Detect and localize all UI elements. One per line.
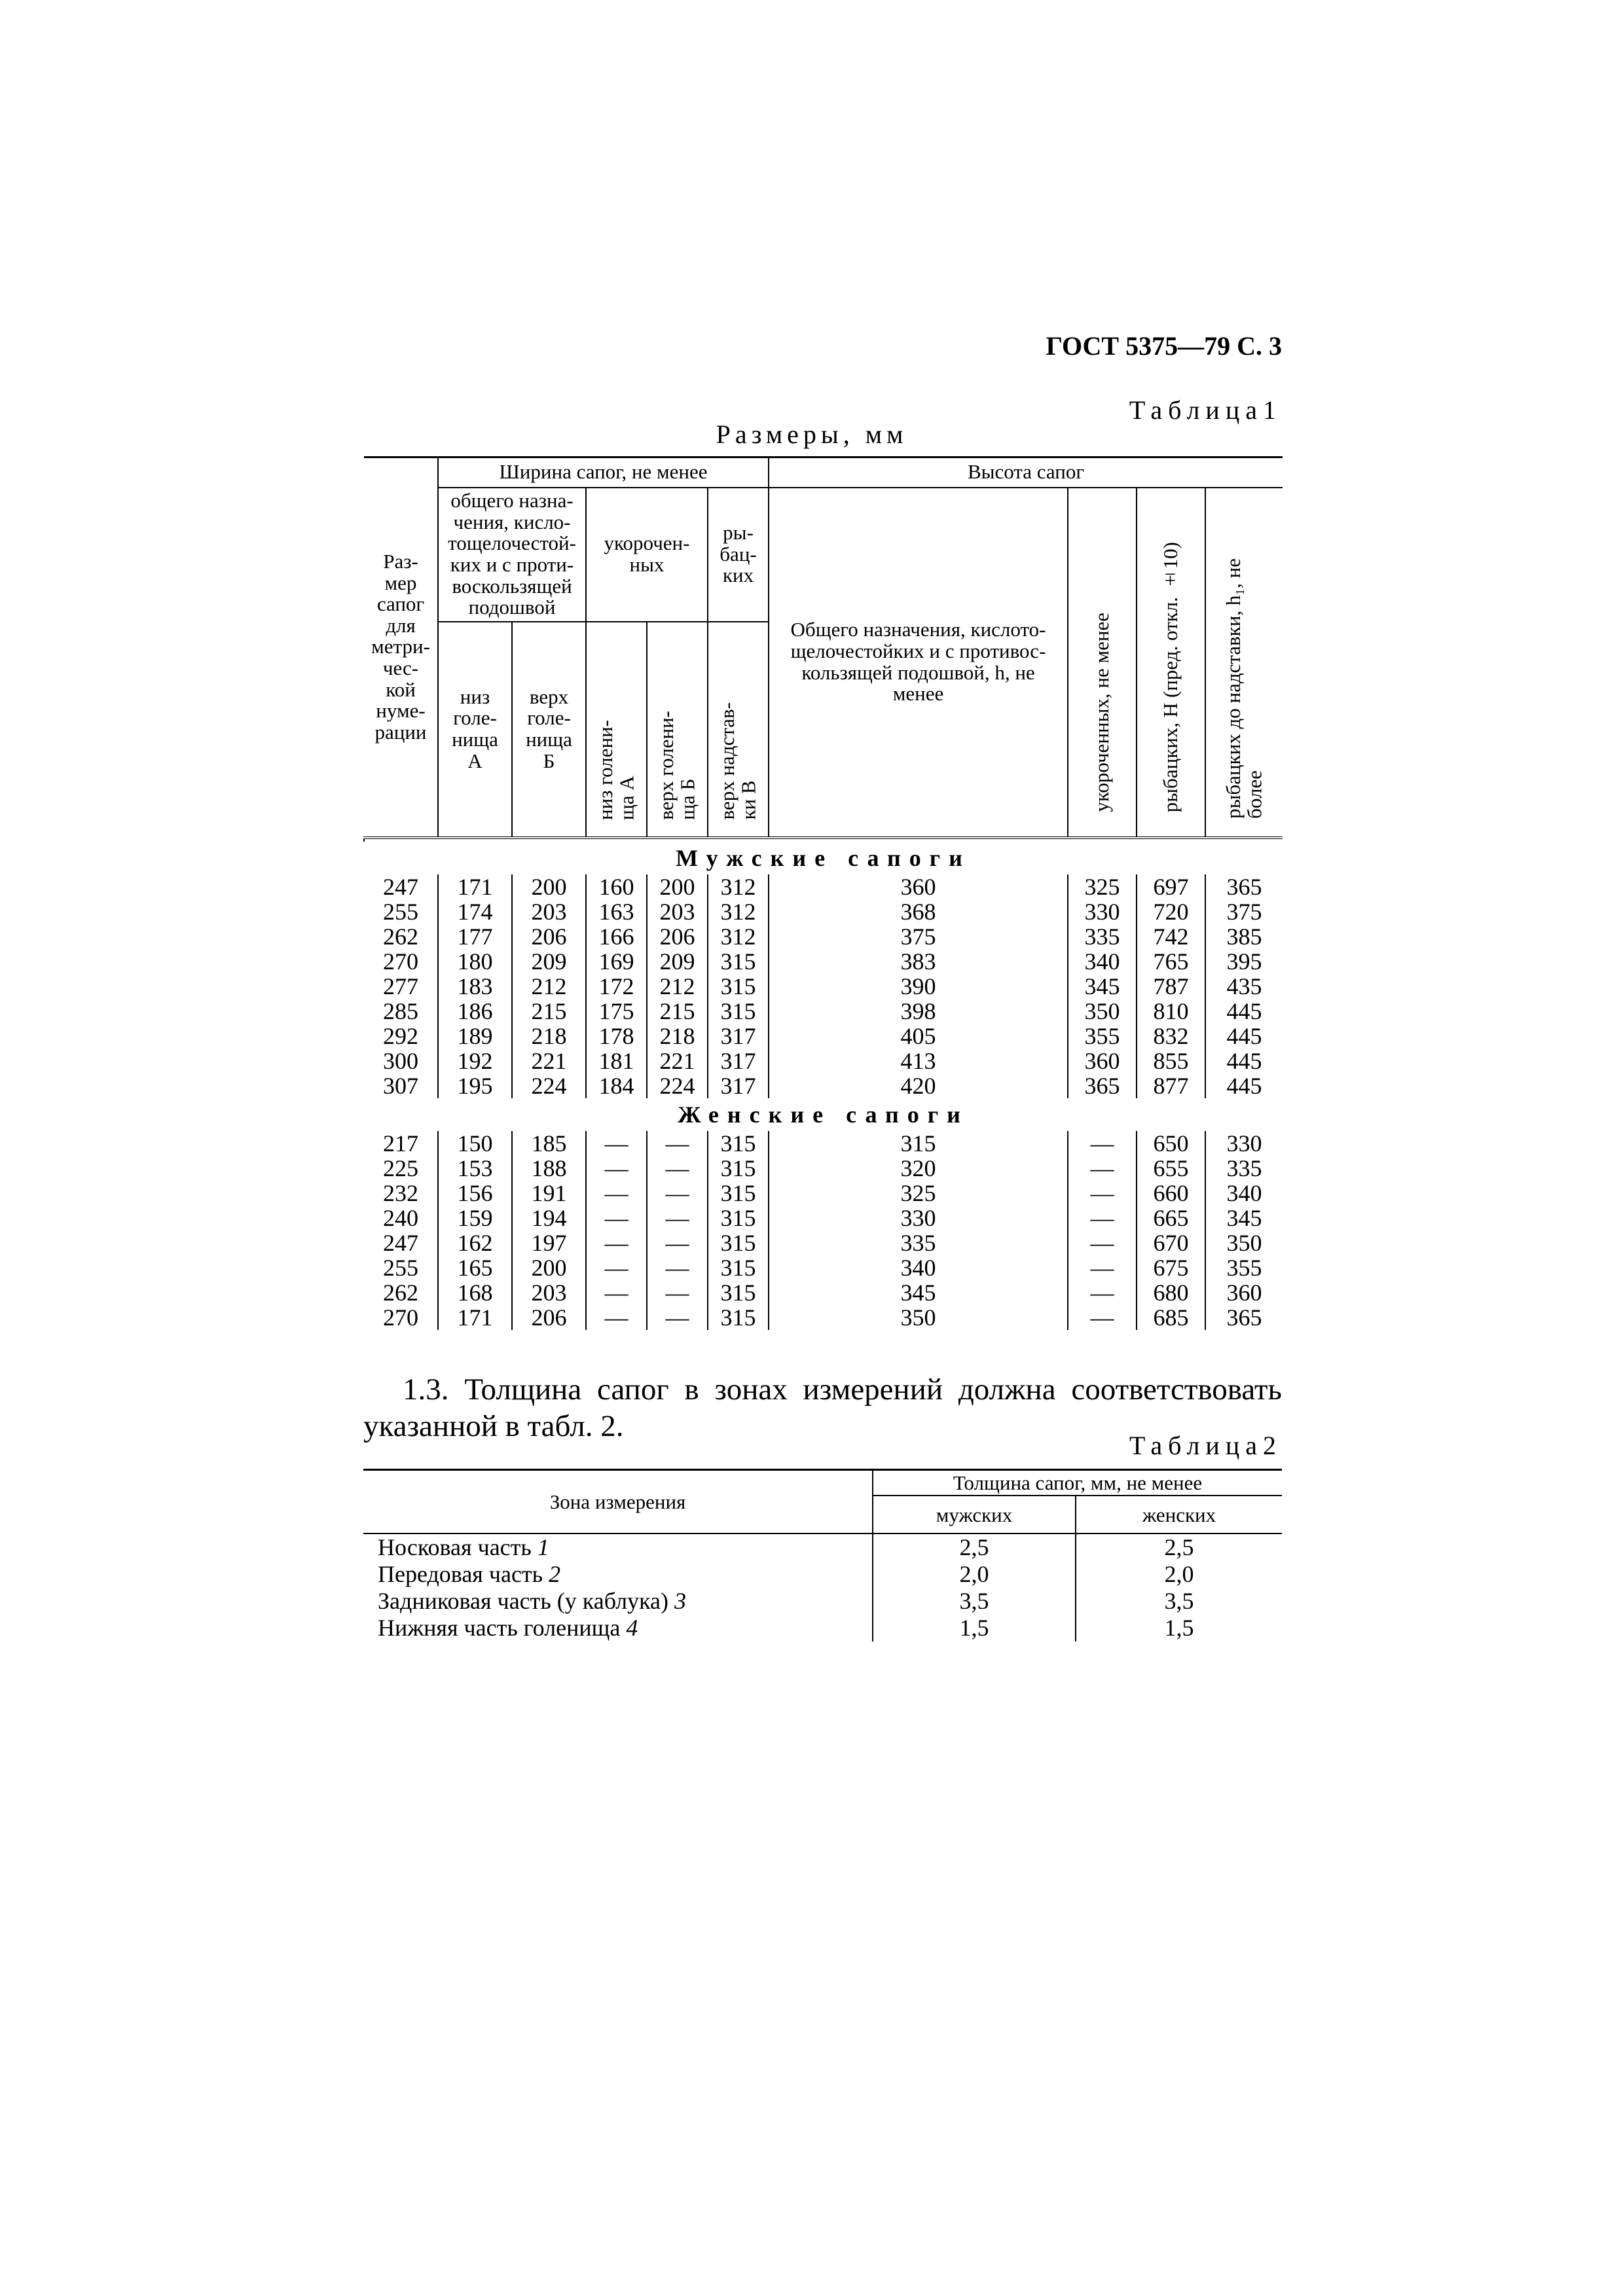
table-cell: 720 [1137, 899, 1205, 924]
table-cell: 375 [769, 924, 1068, 949]
table-cell: 365 [1205, 1305, 1283, 1330]
header-short-width: укорочен- ных [586, 488, 708, 622]
header-height-fish-ext: рыбацких до надставки, h₁, не более [1205, 488, 1283, 838]
table2 [363, 1469, 1282, 1641]
table-cell: 315 [708, 999, 769, 1024]
table-row [364, 1049, 1283, 1073]
table-cell: 159 [438, 1206, 512, 1230]
table1-caption: Таблица1 [1129, 395, 1282, 425]
table-cell: 345 [769, 1280, 1068, 1305]
table-cell: 262 [383, 1279, 418, 1306]
table-cell: 315 [769, 1131, 1068, 1156]
table-cell: — [586, 1156, 647, 1181]
table-row [364, 999, 1283, 1024]
header-height-group: Высота сапог [769, 457, 1283, 488]
table-cell: 320 [769, 1156, 1068, 1181]
table-cell: 192 [438, 1049, 512, 1073]
table-cell: 340 [769, 1255, 1068, 1280]
header-short-b: верх голени- ща Б [647, 622, 708, 838]
table-cell: 742 [1137, 924, 1205, 949]
table-cell: 360 [1205, 1280, 1283, 1305]
table-cell: 166 [586, 924, 647, 949]
table-cell: 270 [383, 948, 418, 975]
zone-cell [363, 1588, 873, 1615]
thickness-women: 1,5 [1076, 1615, 1282, 1641]
header-height-fish: рыбацких, Н (пред. откл. ±10) [1137, 488, 1205, 838]
header-short-a: низ голени- ща А [586, 622, 647, 838]
table-cell: 185 [512, 1131, 586, 1156]
table-cell: — [647, 1181, 708, 1206]
table-cell: 180 [438, 949, 512, 974]
table-cell: 325 [1068, 874, 1137, 899]
thickness-men: 2,5 [873, 1534, 1076, 1561]
table-cell: 247 [383, 873, 418, 900]
table-cell: — [1068, 1156, 1137, 1181]
table-cell: 330 [1068, 899, 1137, 924]
table-cell: 832 [1137, 1024, 1205, 1049]
table-cell: 335 [769, 1230, 1068, 1255]
table-cell: 315 [708, 1280, 769, 1305]
table-row [363, 1534, 1282, 1561]
header-men: мужских [873, 1496, 1076, 1534]
table-cell: 810 [1137, 999, 1205, 1024]
table-cell: 232 [383, 1179, 418, 1206]
table-cell: 420 [769, 1073, 1068, 1098]
table-row [364, 1024, 1283, 1049]
table-row [364, 1280, 1283, 1305]
zone-number: 3 [674, 1588, 687, 1615]
table-cell: 255 [383, 898, 418, 925]
table-cell: — [586, 1206, 647, 1230]
table-cell: 330 [1205, 1131, 1283, 1156]
header-height-short: укороченных, не менее [1068, 488, 1137, 838]
table-cell: 315 [708, 1181, 769, 1206]
zone-number: 4 [626, 1615, 638, 1641]
table-cell: 206 [647, 924, 708, 949]
table-cell: 340 [1068, 949, 1137, 974]
zone-number: 1 [537, 1534, 549, 1561]
table-cell: 655 [1137, 1156, 1205, 1181]
table-cell: 203 [512, 1280, 586, 1305]
table-cell: 375 [1205, 899, 1283, 924]
thickness-women: 2,0 [1076, 1561, 1282, 1588]
table-cell: 285 [383, 997, 418, 1024]
thickness-women: 2,5 [1076, 1534, 1282, 1561]
table-cell: — [647, 1280, 708, 1305]
table-row [363, 1588, 1282, 1615]
table1-units: Размеры, мм [716, 420, 908, 449]
table-cell: 368 [769, 899, 1068, 924]
table-cell: 240 [383, 1204, 418, 1231]
table-cell: 675 [1137, 1255, 1205, 1280]
table-cell: 224 [647, 1073, 708, 1098]
table-cell: 162 [438, 1230, 512, 1255]
table-cell: 390 [769, 974, 1068, 999]
table-cell: 172 [586, 974, 647, 999]
header-zone: Зона измерения [363, 1470, 873, 1534]
table-cell: 340 [1205, 1181, 1283, 1206]
thickness-men: 1,5 [873, 1615, 1076, 1641]
table-cell: 270 [383, 1304, 418, 1331]
table-cell: — [1068, 1230, 1137, 1255]
table-cell: — [1068, 1181, 1137, 1206]
table-cell: 247 [383, 1229, 418, 1256]
table-cell: 350 [769, 1305, 1068, 1330]
table-cell: 169 [586, 949, 647, 974]
table-cell: 312 [708, 924, 769, 949]
table-cell: 203 [647, 899, 708, 924]
table-cell: 665 [1137, 1206, 1205, 1230]
zone-number: 2 [549, 1561, 561, 1588]
table-cell: — [586, 1230, 647, 1255]
table-cell: — [1068, 1131, 1137, 1156]
table-cell: 445 [1205, 1049, 1283, 1073]
table-cell: 209 [512, 949, 586, 974]
table-cell: 188 [512, 1156, 586, 1181]
table-cell: 221 [512, 1049, 586, 1073]
header-low-a: низ голе- нища А [438, 622, 512, 838]
table-row [364, 1073, 1283, 1098]
table-cell: 697 [1137, 874, 1205, 899]
table-cell: 300 [383, 1047, 418, 1074]
table-cell: 217 [383, 1130, 418, 1157]
table-row [363, 1561, 1282, 1588]
table-cell: — [1068, 1255, 1137, 1280]
table-cell: 355 [1068, 1024, 1137, 1049]
table-cell: 255 [383, 1254, 418, 1281]
section-men: Мужские сапоги [676, 844, 971, 871]
table-cell: 877 [1137, 1073, 1205, 1098]
zone-cell [363, 1615, 873, 1641]
table-cell: 206 [512, 1305, 586, 1330]
header-fish-v: верх надстав- ки В [708, 622, 769, 838]
table-cell: — [586, 1181, 647, 1206]
paragraph-1-3: 1.3. Толщина сапог в зонах измерений должна соответствовать указанной в табл. 2. [363, 1372, 1282, 1443]
table-cell: 189 [438, 1024, 512, 1049]
page-header: ГОСТ 5375—79 С. 3 [1046, 331, 1282, 361]
table-cell: 183 [438, 974, 512, 999]
table-cell: 435 [1205, 974, 1283, 999]
table-cell: 200 [512, 874, 586, 899]
table-row [364, 1255, 1283, 1280]
table-cell: 153 [438, 1156, 512, 1181]
table-cell: 165 [438, 1255, 512, 1280]
table-cell: 335 [1068, 924, 1137, 949]
table-cell: 195 [438, 1073, 512, 1098]
table-cell: 330 [769, 1206, 1068, 1230]
zone-cell [363, 1534, 873, 1561]
table-row [364, 1305, 1283, 1330]
table-cell: 315 [708, 1131, 769, 1156]
table-cell: 765 [1137, 949, 1205, 974]
table-cell: — [1068, 1280, 1137, 1305]
table-cell: 360 [1068, 1049, 1137, 1073]
table-cell: 225 [383, 1155, 418, 1181]
table-row [364, 1156, 1283, 1181]
header-fish-width: ры- бац- ких [708, 488, 769, 622]
table-cell: 209 [647, 949, 708, 974]
table-cell: 221 [647, 1049, 708, 1073]
table-cell: 405 [769, 1024, 1068, 1049]
zone-label: Носковая часть [378, 1534, 532, 1561]
table-cell: 186 [438, 999, 512, 1024]
table-cell: 855 [1137, 1049, 1205, 1073]
header-width-group: Ширина сапог, не менее [438, 457, 769, 488]
section-women: Женские сапоги [678, 1101, 969, 1128]
table-cell: 395 [1205, 949, 1283, 974]
table-cell: 312 [708, 899, 769, 924]
table-cell: 177 [438, 924, 512, 949]
table-row [364, 1181, 1283, 1206]
table-cell: 315 [708, 1206, 769, 1230]
thickness-men: 2,0 [873, 1561, 1076, 1588]
table-cell: 317 [708, 1024, 769, 1049]
table-cell: 160 [586, 874, 647, 899]
table-cell: 307 [383, 1072, 418, 1099]
table-cell: — [1068, 1305, 1137, 1330]
table-cell: — [647, 1230, 708, 1255]
table-cell: 315 [708, 949, 769, 974]
table-cell: 171 [438, 874, 512, 899]
table-cell: 680 [1137, 1280, 1205, 1305]
header-women: женских [1076, 1496, 1282, 1534]
table-cell: — [647, 1156, 708, 1181]
table-cell: — [586, 1255, 647, 1280]
table-cell: 203 [512, 899, 586, 924]
table-cell: 163 [586, 899, 647, 924]
table-cell: 385 [1205, 924, 1283, 949]
table-cell: 325 [769, 1181, 1068, 1206]
table-cell: 317 [708, 1073, 769, 1098]
table-cell: — [647, 1255, 708, 1280]
table-cell: 277 [383, 973, 418, 999]
header-height-general: Общего назначения, кислото- щелочестойких и с противос- кользящей подошвой, h, не менее [769, 488, 1068, 838]
table-cell: 156 [438, 1181, 512, 1206]
table-cell: — [586, 1131, 647, 1156]
table-cell: 685 [1137, 1305, 1205, 1330]
table-cell: 191 [512, 1181, 586, 1206]
table-cell: — [1068, 1206, 1137, 1230]
table-cell: 670 [1137, 1230, 1205, 1255]
table-cell: — [647, 1206, 708, 1230]
table-cell: 315 [708, 1305, 769, 1330]
table-cell: 168 [438, 1280, 512, 1305]
table-cell: — [586, 1305, 647, 1330]
table-cell: 315 [708, 1156, 769, 1181]
table1 [363, 456, 1283, 1330]
table-cell: 206 [512, 924, 586, 949]
table-cell: 292 [383, 1022, 418, 1049]
header-top-b: верх голе- нища Б [512, 622, 586, 838]
table-cell: 398 [769, 999, 1068, 1024]
table-cell: 178 [586, 1024, 647, 1049]
table-cell: 218 [512, 1024, 586, 1049]
table-cell: 350 [1205, 1230, 1283, 1255]
table-cell: 312 [708, 874, 769, 899]
table-cell: 365 [1068, 1073, 1137, 1098]
zone-label: Передовая часть [378, 1561, 543, 1588]
table-cell: 315 [708, 974, 769, 999]
thickness-women: 3,5 [1076, 1588, 1282, 1615]
header-general-width: общего назна- чения, кисло- тощелочестой- ких и с проти- воскользящей подошвой [438, 488, 586, 622]
table-cell: 445 [1205, 1024, 1283, 1049]
table-cell: 181 [586, 1049, 647, 1073]
table-cell: 383 [769, 949, 1068, 974]
zone-label: Задниковая часть (у каблука) [378, 1588, 669, 1615]
table-cell: 413 [769, 1049, 1068, 1073]
zone-cell [363, 1561, 873, 1588]
table-cell: 350 [1068, 999, 1137, 1024]
table-cell: 317 [708, 1049, 769, 1073]
table-cell: 345 [1068, 974, 1137, 999]
table-row [364, 924, 1283, 949]
table-cell: 200 [512, 1255, 586, 1280]
table-cell: 650 [1137, 1131, 1205, 1156]
table-cell: — [586, 1280, 647, 1305]
table-cell: 262 [383, 923, 418, 950]
table-cell: 445 [1205, 999, 1283, 1024]
table-cell: 335 [1205, 1156, 1283, 1181]
table-cell: 150 [438, 1131, 512, 1156]
table-cell: 445 [1205, 1073, 1283, 1098]
table2-caption: Таблица2 [1129, 1431, 1282, 1460]
table-cell: 215 [647, 999, 708, 1024]
table-row [364, 1131, 1283, 1156]
table-cell: 184 [586, 1073, 647, 1098]
table-cell: 171 [438, 1305, 512, 1330]
table-cell: — [647, 1305, 708, 1330]
table-cell: 212 [512, 974, 586, 999]
table-cell: 360 [769, 874, 1068, 899]
table-cell: 315 [708, 1255, 769, 1280]
table-cell: 345 [1205, 1206, 1283, 1230]
table-row [364, 949, 1283, 974]
table-cell: 212 [647, 974, 708, 999]
table-row [364, 899, 1283, 924]
table-cell: 194 [512, 1206, 586, 1230]
zone-label: Нижняя часть голенища [378, 1615, 621, 1641]
table-cell: — [647, 1131, 708, 1156]
table-cell: 200 [647, 874, 708, 899]
table-cell: 218 [647, 1024, 708, 1049]
table-row [364, 1206, 1283, 1230]
table-cell: 355 [1205, 1255, 1283, 1280]
table-cell: 315 [708, 1230, 769, 1255]
table-cell: 365 [1205, 874, 1283, 899]
table-row [364, 974, 1283, 999]
table-cell: 224 [512, 1073, 586, 1098]
header-size: Раз- мер сапог для метри- чес- кой нуме- рации [364, 457, 438, 838]
thickness-men: 3,5 [873, 1588, 1076, 1615]
table-cell: 174 [438, 899, 512, 924]
table-row [364, 874, 1283, 899]
table-cell: 197 [512, 1230, 586, 1255]
table-cell: 660 [1137, 1181, 1205, 1206]
header-thickness: Толщина сапог, мм, не менее [873, 1470, 1282, 1496]
table-cell: 787 [1137, 974, 1205, 999]
table-row [364, 1230, 1283, 1255]
table-cell: 175 [586, 999, 647, 1024]
table-row [363, 1615, 1282, 1641]
table-cell: 215 [512, 999, 586, 1024]
